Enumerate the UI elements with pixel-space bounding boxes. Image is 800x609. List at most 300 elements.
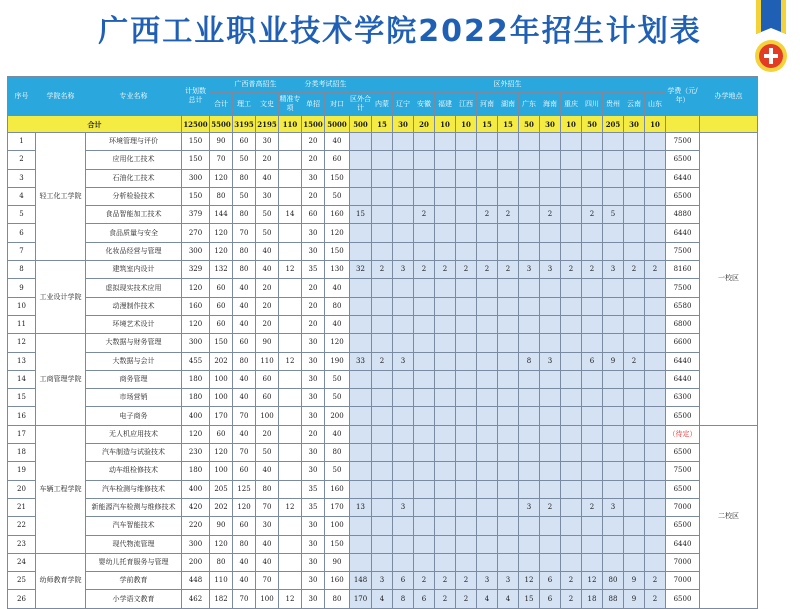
value-cell: 30 [302, 517, 325, 535]
value-cell: 30 [302, 572, 325, 590]
fee-cell: 6500 [666, 187, 700, 205]
value-cell [279, 334, 302, 352]
value-cell: 30 [302, 169, 325, 187]
value-cell: 60 [302, 206, 325, 224]
value-cell [582, 462, 603, 480]
value-cell [603, 389, 624, 407]
value-cell: 90 [210, 517, 233, 535]
value-cell [350, 535, 372, 553]
value-cell: 20 [302, 133, 325, 151]
value-cell [414, 242, 435, 260]
value-cell: 3 [540, 352, 561, 370]
value-cell [498, 151, 519, 169]
value-cell [603, 553, 624, 571]
value-cell: 40 [233, 389, 256, 407]
value-cell: 80 [325, 444, 350, 462]
value-cell [279, 242, 302, 260]
value-cell [350, 242, 372, 260]
value-cell: 88 [603, 590, 624, 608]
value-cell [519, 462, 540, 480]
value-cell: 160 [325, 480, 350, 498]
value-cell [582, 151, 603, 169]
value-cell: 35 [302, 498, 325, 516]
row-id: 6 [8, 224, 36, 242]
value-cell: 30 [302, 334, 325, 352]
value-cell [624, 517, 645, 535]
value-cell: 180 [182, 370, 210, 388]
value-cell [414, 151, 435, 169]
value-cell [603, 315, 624, 333]
value-cell [393, 517, 414, 535]
value-cell [540, 169, 561, 187]
header-province: 云南 [624, 93, 645, 116]
value-cell: 2 [540, 498, 561, 516]
value-cell [350, 334, 372, 352]
value-cell: 30 [302, 242, 325, 260]
summary-cell: 10 [456, 116, 477, 133]
value-cell: 80 [233, 169, 256, 187]
value-cell: 110 [256, 352, 279, 370]
table-row [8, 370, 758, 388]
value-cell: 2 [477, 261, 498, 279]
table-row [8, 279, 758, 297]
major-name: 学前教育 [86, 572, 182, 590]
value-cell: 12 [279, 261, 302, 279]
value-cell [372, 133, 393, 151]
value-cell [435, 279, 456, 297]
value-cell [372, 151, 393, 169]
value-cell: 80 [603, 572, 624, 590]
header-province: 湖南 [498, 93, 519, 116]
header-gx-col: 合计 [210, 93, 233, 116]
value-cell [456, 206, 477, 224]
value-cell [624, 498, 645, 516]
table-row [8, 553, 758, 571]
value-cell [645, 224, 666, 242]
header-college: 学院名称 [36, 77, 86, 116]
value-cell [624, 480, 645, 498]
header-seq: 序号 [8, 77, 36, 116]
value-cell: 3 [498, 572, 519, 590]
value-cell: 20 [302, 279, 325, 297]
value-cell [414, 279, 435, 297]
value-cell: 9 [624, 590, 645, 608]
header-province: 辽宁 [393, 93, 414, 116]
fee-cell: 7000 [666, 572, 700, 590]
value-cell: 8 [519, 352, 540, 370]
value-cell [279, 224, 302, 242]
value-cell: 60 [256, 389, 279, 407]
value-cell: 15 [350, 206, 372, 224]
value-cell [477, 297, 498, 315]
value-cell: 2 [372, 352, 393, 370]
value-cell [279, 572, 302, 590]
value-cell: 448 [182, 572, 210, 590]
value-cell [603, 187, 624, 205]
value-cell: 30 [302, 389, 325, 407]
value-cell [582, 297, 603, 315]
value-cell: 150 [182, 151, 210, 169]
value-cell [477, 553, 498, 571]
value-cell [624, 224, 645, 242]
value-cell [350, 407, 372, 425]
value-cell [435, 425, 456, 443]
value-cell [624, 151, 645, 169]
value-cell [624, 297, 645, 315]
value-cell [456, 480, 477, 498]
value-cell [498, 480, 519, 498]
header-campus: 办学地点 [700, 77, 758, 116]
value-cell: 160 [325, 206, 350, 224]
value-cell: 60 [210, 315, 233, 333]
header-province: 贵州 [603, 93, 624, 116]
summary-cell: 10 [645, 116, 666, 133]
value-cell [519, 334, 540, 352]
fee-cell: 6580 [666, 297, 700, 315]
value-cell [350, 297, 372, 315]
header-province: 海南 [540, 93, 561, 116]
major-name: 动车组检修技术 [86, 462, 182, 480]
value-cell [540, 553, 561, 571]
value-cell [350, 169, 372, 187]
value-cell: 329 [182, 261, 210, 279]
value-cell: 2 [624, 352, 645, 370]
value-cell [561, 462, 582, 480]
value-cell [393, 553, 414, 571]
campus-name: 一校区 [700, 133, 758, 426]
value-cell [414, 169, 435, 187]
college-name: 车辆工程学院 [36, 425, 86, 553]
value-cell [393, 224, 414, 242]
header-class-col: 单招 [302, 93, 325, 116]
value-cell [582, 389, 603, 407]
value-cell [540, 389, 561, 407]
value-cell [540, 224, 561, 242]
value-cell: 60 [256, 370, 279, 388]
value-cell [498, 187, 519, 205]
value-cell: 12 [279, 590, 302, 608]
value-cell [561, 407, 582, 425]
value-cell [624, 553, 645, 571]
table-row [8, 224, 758, 242]
value-cell [414, 133, 435, 151]
header-gx-col: 文史 [256, 93, 279, 116]
value-cell: 80 [233, 535, 256, 553]
value-cell [582, 169, 603, 187]
value-cell [372, 242, 393, 260]
value-cell: 60 [210, 425, 233, 443]
major-name: 石油化工技术 [86, 169, 182, 187]
value-cell [582, 517, 603, 535]
fee-cell: 6500 [666, 590, 700, 608]
value-cell [519, 206, 540, 224]
value-cell: 100 [210, 389, 233, 407]
value-cell: 2 [456, 590, 477, 608]
value-cell: 30 [302, 352, 325, 370]
row-id: 10 [8, 297, 36, 315]
value-cell: 100 [210, 462, 233, 480]
value-cell [540, 151, 561, 169]
header-province: 福建 [435, 93, 456, 116]
value-cell [350, 315, 372, 333]
value-cell [477, 498, 498, 516]
value-cell: 40 [325, 315, 350, 333]
value-cell [498, 224, 519, 242]
table-row [8, 389, 758, 407]
value-cell [519, 407, 540, 425]
value-cell: 35 [302, 480, 325, 498]
value-cell: 120 [210, 535, 233, 553]
value-cell [519, 169, 540, 187]
value-cell [519, 279, 540, 297]
value-cell: 100 [325, 517, 350, 535]
value-cell [372, 498, 393, 516]
value-cell: 6 [540, 572, 561, 590]
value-cell [372, 444, 393, 462]
table-row [8, 315, 758, 333]
row-id: 13 [8, 352, 36, 370]
value-cell: 150 [182, 187, 210, 205]
value-cell [645, 187, 666, 205]
value-cell: 300 [182, 535, 210, 553]
value-cell: 60 [233, 517, 256, 535]
value-cell [393, 151, 414, 169]
value-cell [561, 535, 582, 553]
value-cell [603, 297, 624, 315]
header-province: 四川 [582, 93, 603, 116]
value-cell: 40 [233, 315, 256, 333]
value-cell [624, 444, 645, 462]
value-cell [519, 187, 540, 205]
value-cell: 160 [325, 572, 350, 590]
summary-cell: 20 [414, 116, 435, 133]
value-cell [456, 169, 477, 187]
value-cell [582, 553, 603, 571]
value-cell: 270 [182, 224, 210, 242]
row-id: 9 [8, 279, 36, 297]
value-cell [435, 480, 456, 498]
value-cell [477, 352, 498, 370]
value-cell [645, 334, 666, 352]
value-cell: 100 [210, 370, 233, 388]
summary-cell: 3195 [233, 116, 256, 133]
value-cell [279, 462, 302, 480]
value-cell [603, 407, 624, 425]
value-cell [393, 370, 414, 388]
value-cell: 3 [519, 498, 540, 516]
value-cell: 60 [233, 462, 256, 480]
value-cell [279, 535, 302, 553]
fee-cell: 4880 [666, 206, 700, 224]
major-name: 婴幼儿托育服务与管理 [86, 553, 182, 571]
value-cell [603, 425, 624, 443]
value-cell: 80 [233, 352, 256, 370]
value-cell [477, 444, 498, 462]
value-cell [350, 279, 372, 297]
value-cell [279, 480, 302, 498]
value-cell [279, 444, 302, 462]
value-cell: 4 [477, 590, 498, 608]
value-cell: 13 [350, 498, 372, 516]
table-row [8, 535, 758, 553]
major-name: 应用化工技术 [86, 151, 182, 169]
value-cell: 50 [325, 462, 350, 480]
value-cell [540, 334, 561, 352]
header-gx-general: 广西普高招生 [210, 77, 302, 93]
value-cell [456, 462, 477, 480]
value-cell: 2 [540, 206, 561, 224]
value-cell: 2 [498, 261, 519, 279]
value-cell [561, 133, 582, 151]
value-cell: 80 [233, 206, 256, 224]
value-cell: 150 [325, 169, 350, 187]
value-cell: 300 [182, 242, 210, 260]
value-cell [456, 151, 477, 169]
value-cell [350, 444, 372, 462]
value-cell [279, 297, 302, 315]
row-id: 1 [8, 133, 36, 151]
major-name: 虚拟现实技术应用 [86, 279, 182, 297]
value-cell [350, 425, 372, 443]
value-cell: 50 [233, 151, 256, 169]
value-cell [603, 151, 624, 169]
value-cell: 2 [456, 572, 477, 590]
major-name: 环境管理与评价 [86, 133, 182, 151]
major-name: 化妆品经营与管理 [86, 242, 182, 260]
value-cell: 180 [182, 389, 210, 407]
value-cell: 2 [582, 498, 603, 516]
value-cell [624, 407, 645, 425]
fee-cell: 6440 [666, 169, 700, 187]
value-cell [561, 187, 582, 205]
header-province: 河南 [477, 93, 498, 116]
value-cell [279, 389, 302, 407]
value-cell [645, 315, 666, 333]
campus-name: 二校区 [700, 425, 758, 608]
major-name: 无人机应用技术 [86, 425, 182, 443]
value-cell [645, 480, 666, 498]
value-cell [582, 242, 603, 260]
value-cell: 70 [210, 151, 233, 169]
value-cell [456, 224, 477, 242]
value-cell [456, 407, 477, 425]
value-cell: 80 [325, 590, 350, 608]
value-cell [645, 352, 666, 370]
header-province: 内蒙 [372, 93, 393, 116]
college-name: 幼师教育学院 [36, 553, 86, 608]
value-cell [645, 151, 666, 169]
header-province: 安徽 [414, 93, 435, 116]
value-cell [519, 370, 540, 388]
value-cell [498, 425, 519, 443]
value-cell: 120 [233, 498, 256, 516]
value-cell: 300 [182, 169, 210, 187]
value-cell [498, 352, 519, 370]
value-cell [519, 224, 540, 242]
fee-cell: 6500 [666, 517, 700, 535]
value-cell: 40 [256, 261, 279, 279]
value-cell: 132 [210, 261, 233, 279]
value-cell [350, 462, 372, 480]
value-cell [372, 206, 393, 224]
value-cell [540, 462, 561, 480]
value-cell [372, 169, 393, 187]
value-cell [561, 206, 582, 224]
value-cell [477, 334, 498, 352]
value-cell: 3 [519, 261, 540, 279]
value-cell: 200 [325, 407, 350, 425]
fee-cell: 6800 [666, 315, 700, 333]
row-id: 24 [8, 553, 36, 571]
value-cell: 120 [325, 224, 350, 242]
value-cell [540, 407, 561, 425]
value-cell: 120 [182, 425, 210, 443]
summary-cell: 30 [540, 116, 561, 133]
fee-cell: 6500 [666, 407, 700, 425]
value-cell [414, 224, 435, 242]
value-cell [435, 224, 456, 242]
header-major: 专业名称 [86, 77, 182, 116]
fee-cell: （待定） [666, 425, 700, 443]
row-id: 15 [8, 389, 36, 407]
value-cell: 40 [233, 553, 256, 571]
value-cell [456, 553, 477, 571]
value-cell: 150 [325, 242, 350, 260]
value-cell [477, 133, 498, 151]
summary-campus-cell [700, 116, 758, 133]
value-cell [561, 334, 582, 352]
value-cell [603, 334, 624, 352]
value-cell: 2 [414, 206, 435, 224]
value-cell [603, 133, 624, 151]
value-cell: 400 [182, 407, 210, 425]
value-cell [372, 407, 393, 425]
value-cell: 60 [233, 133, 256, 151]
value-cell: 20 [256, 315, 279, 333]
value-cell [624, 389, 645, 407]
value-cell [561, 352, 582, 370]
value-cell [350, 370, 372, 388]
value-cell: 120 [210, 169, 233, 187]
value-cell [372, 370, 393, 388]
row-id: 17 [8, 425, 36, 443]
value-cell [582, 187, 603, 205]
major-name: 商务管理 [86, 370, 182, 388]
value-cell: 150 [325, 535, 350, 553]
value-cell [393, 133, 414, 151]
value-cell [350, 224, 372, 242]
value-cell: 6 [414, 590, 435, 608]
value-cell [456, 297, 477, 315]
value-cell: 40 [256, 553, 279, 571]
value-cell: 20 [256, 151, 279, 169]
value-cell [372, 334, 393, 352]
value-cell: 60 [325, 151, 350, 169]
value-cell: 50 [325, 389, 350, 407]
value-cell [519, 133, 540, 151]
value-cell: 120 [210, 224, 233, 242]
value-cell [414, 389, 435, 407]
summary-cell: 2195 [256, 116, 279, 133]
value-cell [435, 553, 456, 571]
value-cell [498, 553, 519, 571]
table-row [8, 297, 758, 315]
summary-cell: 500 [350, 116, 372, 133]
summary-row [8, 116, 758, 133]
header-outside: 区外招生 [350, 77, 666, 93]
value-cell [498, 133, 519, 151]
value-cell: 148 [350, 572, 372, 590]
